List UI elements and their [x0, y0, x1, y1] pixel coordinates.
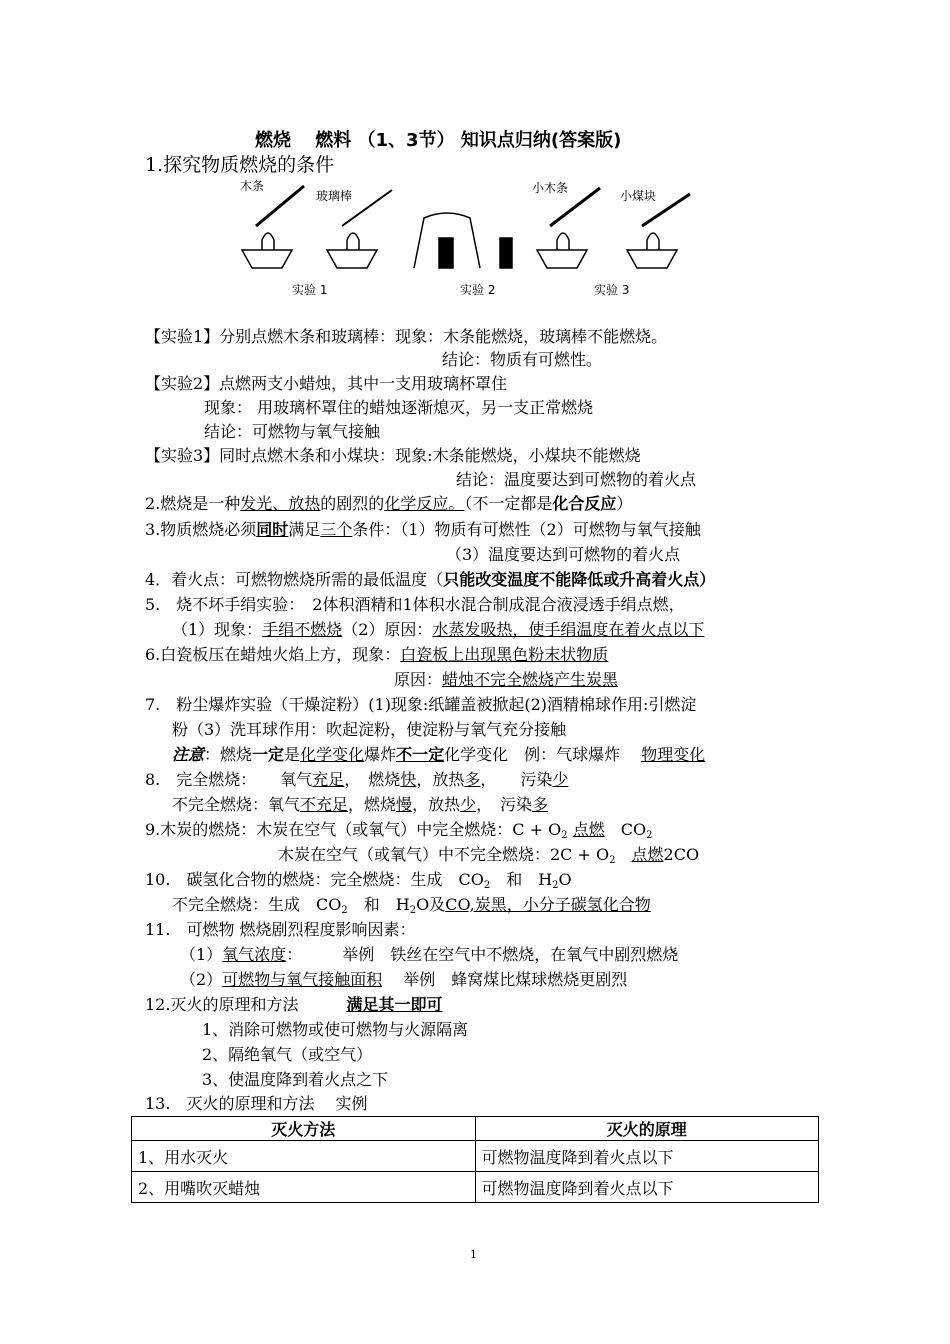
- section-7-line2: 粉（3）洗耳球作用：吹起淀粉，使淀粉与氧气充分接触: [172, 720, 567, 739]
- section-11-line2: （1）氧气浓度： 举例 铁丝在空气中不燃烧，在氧气中剧烈燃烧: [180, 945, 679, 964]
- section-12-item-1: 1、消除可燃物或使可燃物与火源隔离: [202, 1020, 469, 1039]
- fig-label-3: 小木条: [532, 181, 569, 195]
- table-cell: 可燃物温度降到着火点以下: [475, 1172, 819, 1203]
- exp2-phenomenon: 现象： 用玻璃杯罩住的蜡烛逐渐熄灭，另一支正常燃烧: [204, 398, 594, 417]
- section-5-line2: （1）现象：手绢不燃烧（2）原因：水蒸发吸热，使手绢温度在着火点以下: [172, 620, 705, 639]
- page-title: 燃烧 燃料 （1、3节） 知识点归纳(答案版): [255, 130, 622, 151]
- fig-caption-1: 实验 1: [292, 283, 328, 297]
- section-3: 3.物质燃烧必须同时满足三个条件：（1）物质有可燃性（2）可燃物与氧气接触: [145, 520, 701, 539]
- table-header: 灭火方法: [132, 1117, 476, 1141]
- section-13-heading: 13. 灭火的原理和方法 实例: [145, 1094, 368, 1113]
- section-6-line2: 原因：蜡烛不完全燃烧产生炭黑: [394, 670, 619, 689]
- section-4: 4．着火点：可燃物燃烧所需的最低温度（只能改变温度不能降低或升高着火点）: [145, 570, 716, 589]
- section-12-heading: 12.灭火的原理和方法 满足其一即可: [145, 995, 443, 1014]
- table-cell: 2、用嘴吹灭蜡烛: [132, 1172, 476, 1203]
- experiment-figure: [232, 178, 702, 303]
- table-header: 灭火的原理: [475, 1117, 819, 1141]
- section-7-note: 注意：燃烧一定是化学变化爆炸不一定化学变化 例：气球爆炸 物理变化: [172, 745, 706, 764]
- table-cell: 1、用水灭火: [132, 1141, 476, 1172]
- fire-extinguish-table: [131, 1116, 819, 1203]
- section-10-line1: 10. 碳氢化合物的燃烧：完全燃烧：生成 $CO_2$ 和 $H_2O$: [145, 870, 572, 891]
- section-8-line1: 8. 完全燃烧： 氧气充足， 燃烧快，放热多， 污染少: [145, 770, 569, 789]
- table-row: [132, 1141, 819, 1172]
- section-6-line1: 6.白瓷板压在蜡烛火焰上方，现象：白瓷板上出现黑色粉末状物质: [145, 645, 609, 664]
- exp3-conclusion: 结论：温度要达到可燃物的着火点: [456, 470, 697, 489]
- table-header-row: [132, 1117, 819, 1141]
- section-8-line2: 不完全燃烧：氧气不充足，燃烧慢，放热少， 污染多: [172, 795, 549, 814]
- exp1-conclusion: 结论：物质有可燃性。: [442, 350, 603, 369]
- section-11-line3: （2）可燃物与氧气接触面积 举例 蜂窝煤比煤球燃烧更剧烈: [180, 970, 628, 989]
- exp3-line: 【实验3】同时点燃木条和小煤块：现象:木条能燃烧，小煤块不能燃烧: [145, 446, 641, 465]
- section-10-line2: 不完全燃烧：生成 $CO_2$ 和 $H_2O$及CO,炭黑，小分子碳氢化合物: [172, 895, 651, 916]
- section-12-item-2: 2、隔绝氧气（或空气）: [202, 1045, 373, 1064]
- table-row: [132, 1172, 819, 1203]
- section-2: 2.燃烧是一种发光、放热的剧烈的化学反应。（不一定都是化合反应）: [145, 494, 633, 513]
- section-12-item-3: 3、使温度降到着火点之下: [202, 1070, 389, 1089]
- exp1-line: 【实验1】分别点燃木条和玻璃棒：现象：木条能燃烧，玻璃棒不能燃烧。: [145, 327, 668, 346]
- section-11-line1: 11. 可燃物 燃烧剧烈程度影响因素：: [145, 920, 416, 939]
- section-9-line1: 9.木炭的燃烧：木炭在空气（或氧气）中完全燃烧：$C + O_2$ 点燃 $CO_2$: [145, 820, 653, 841]
- section-1-heading: 1.探究物质燃烧的条件: [145, 154, 335, 176]
- fig-label-1: 木条: [240, 179, 265, 193]
- section-5-line1: 5. 烧不坏手绢实验： 2体积酒精和1体积水混合制成混合液浸透手绢点燃，: [145, 595, 685, 614]
- page-number: 1: [470, 1248, 477, 1261]
- fig-label-2: 玻璃棒: [316, 189, 353, 203]
- section-9-line2: 木炭在空气（或氧气）中不完全燃烧：$2C + O_2$ 点燃2CO: [278, 845, 700, 866]
- section-7-line1: 7. 粉尘爆炸实验（干燥淀粉）(1)现象:纸罐盖被掀起(2)酒精棉球作用:引燃淀: [145, 695, 697, 714]
- section-3-line2: （3）温度要达到可燃物的着火点: [446, 545, 681, 564]
- table-cell: 可燃物温度降到着火点以下: [475, 1141, 819, 1172]
- exp2-conclusion: 结论：可燃物与氧气接触: [204, 422, 381, 441]
- fig-caption-2: 实验 2: [460, 283, 496, 297]
- fig-label-4: 小煤块: [620, 189, 657, 203]
- fig-caption-3: 实验 3: [594, 283, 630, 297]
- exp2-line: 【实验2】点燃两支小蜡烛，其中一支用玻璃杯罩住: [145, 374, 508, 393]
